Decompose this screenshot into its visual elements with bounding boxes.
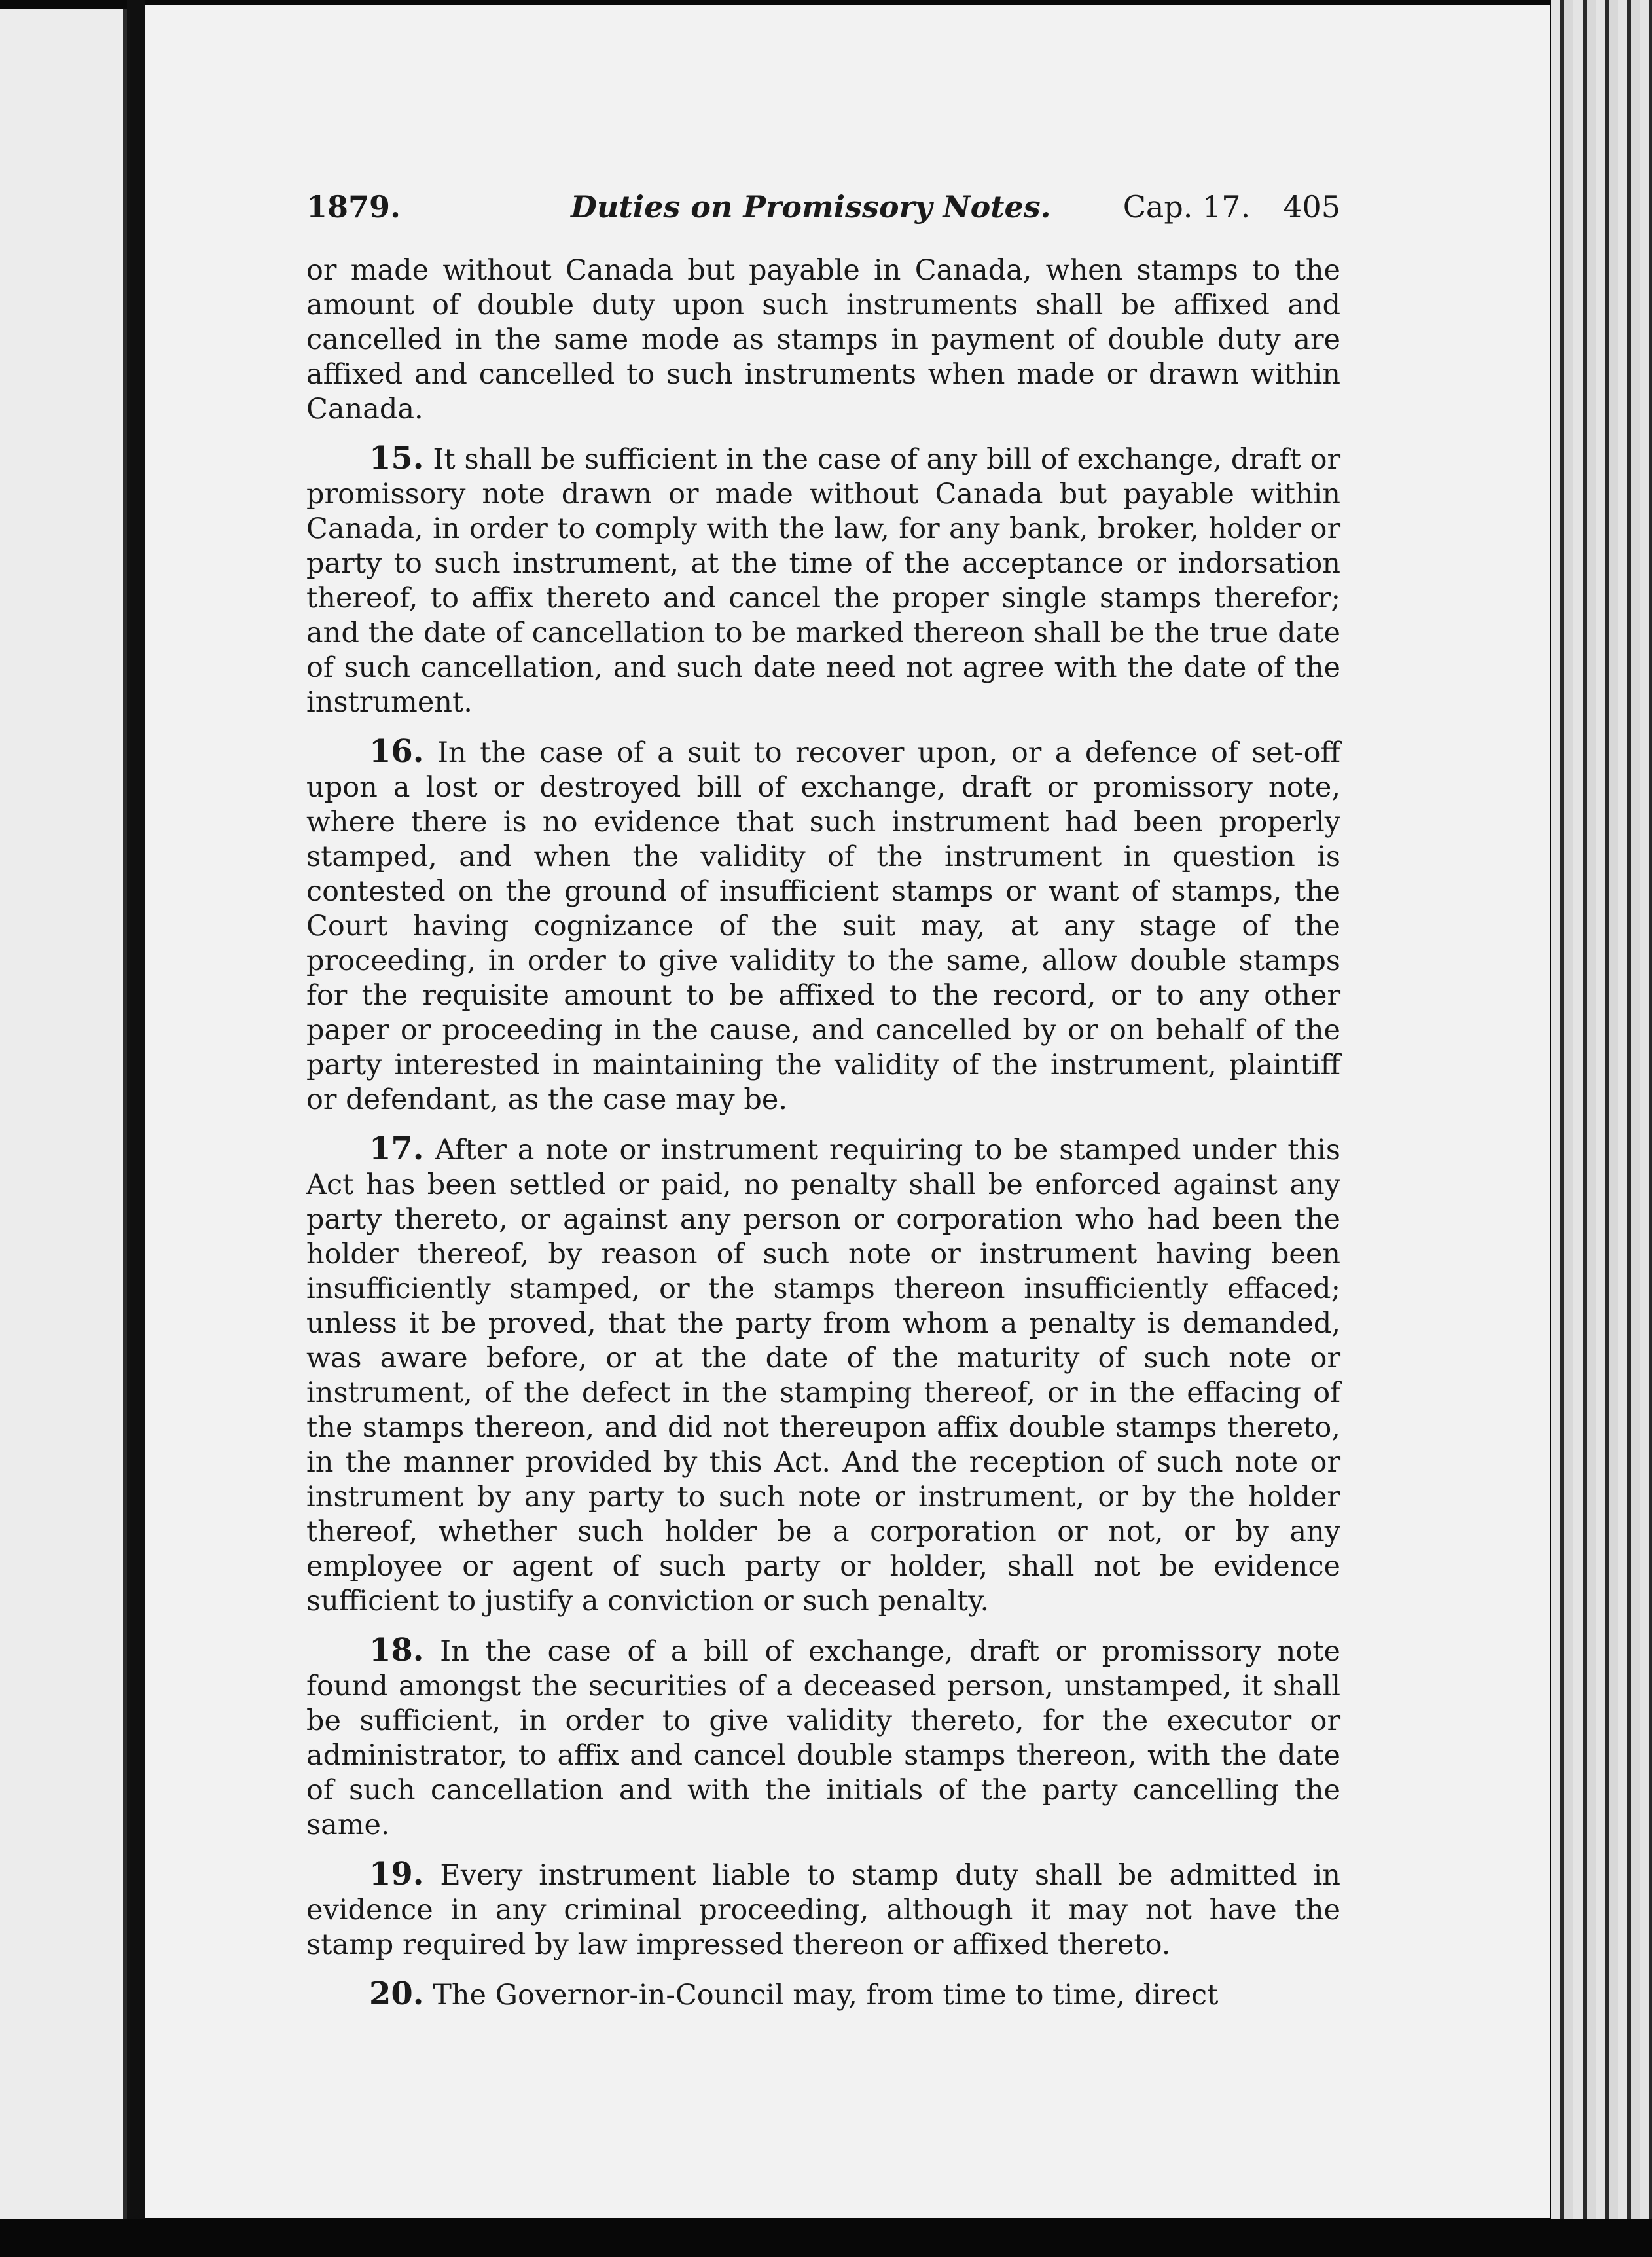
section-19 [306, 1857, 1340, 1962]
section-text: The Governor-in-Council may, from time to time, direct [433, 1979, 1219, 2012]
page-number: 405 [1283, 189, 1340, 225]
right-page-edges [1551, 0, 1652, 2257]
section-15 [306, 441, 1340, 720]
section-text: In the case of a bill of exchange, draft or promissory note found amongst the securities of a deceased person, unstamped, it shall be sufficient, in order to give validity thereto, for the executor or administrator, to affix and cancel double stamps thereon, with the date of such cancellation and with the initials of the party cancelling the same. [306, 1635, 1340, 1841]
section-text: It shall be sufficient in the case of any bill of exchange, draft or promissory note drawn or made without Canada but payable within Canada, in order to comply with the law, for any bank, broker, holder or party to such instrument, at the time of the acceptance or indorsation thereof, to affix thereto and cancel the proper single stamps therefor; and the date of cancellation to be marked thereon shall be the true date of such cancellation, and such date need not agree with the date of the instrument. [306, 443, 1341, 719]
section-number: 20. [369, 1976, 424, 2012]
running-header [306, 190, 1340, 225]
section-number: 16. [369, 733, 424, 770]
section-17 [306, 1132, 1340, 1619]
section-text: After a note or instrument requiring to be stamped under this Act has been settled or paid, no penalty shall be enforced against any party thereto, or against any person or corporation who had been the holder thereof, by reason of such note or instrument having been insufficiently stamped, or the stamps thereon insufficiently effaced; unless it be proved, that the party from whom a penalty is demanded, was aware before, or at the date of the maturity of such note or instrument, of the defect in the stamping thereof, or in the effacing of the stamps thereon, and did not thereupon affix double stamps thereto, in the manner provided by this Act. And the reception of such note or instrument by any party to such note or instrument, or by the holder thereof, whether such holder be a corporation or not, or by any employee or agent of such party or holder, shall not be evidence sufficient to justify a conviction or such penalty. [306, 1134, 1340, 1617]
bottom-border [0, 2219, 1652, 2257]
page-text [306, 190, 1340, 2027]
book-spine [127, 0, 145, 2257]
header-chapter: Cap. 17. [1122, 189, 1251, 225]
section-18 [306, 1633, 1340, 1843]
section-16 [306, 734, 1340, 1117]
header-year: 1879. [306, 189, 401, 225]
section-20 [306, 1977, 1340, 2013]
section-text: In the case of a suit to recover upon, or a defence of set-off upon a lost or destroyed bill of exchange, draft or promissory note, where there is no evidence that such instrument had been properly stamped, and when the validity of the instrument in question is contested on the ground of insufficient stamps or want of stamps, the Court having cognizance of the suit may, at any stage of the proceeding, in order to give validity to the same, allow double stamps for the requisite amount to be affixed to the record, or to any other paper or proceeding in the cause, and cancelled by or on behalf of the party interested in maintaining the validity of the instrument, plaintiff or defendant, as the case may be. [306, 736, 1341, 1116]
section-number: 15. [369, 440, 424, 477]
section-number: 19. [369, 1856, 424, 1892]
left-page-edge [0, 9, 127, 2227]
section-number: 18. [369, 1632, 424, 1669]
header-title: Duties on Promissory Notes. [571, 189, 1051, 225]
continuation-paragraph: or made without Canada but payable in Canada, when stamps to the amount of double duty upon such instruments shall be affixed and cancelled in the same mode as stamps in payment of double duty are affixed and cancelled to such instruments when made or drawn within Canada. [306, 254, 1340, 425]
section-number: 17. [369, 1130, 424, 1167]
section-text: Every instrument liable to stamp duty shall be admitted in evidence in any criminal proceeding, although it may not have the stamp required by law impressed thereon or affixed thereto. [306, 1859, 1341, 1961]
